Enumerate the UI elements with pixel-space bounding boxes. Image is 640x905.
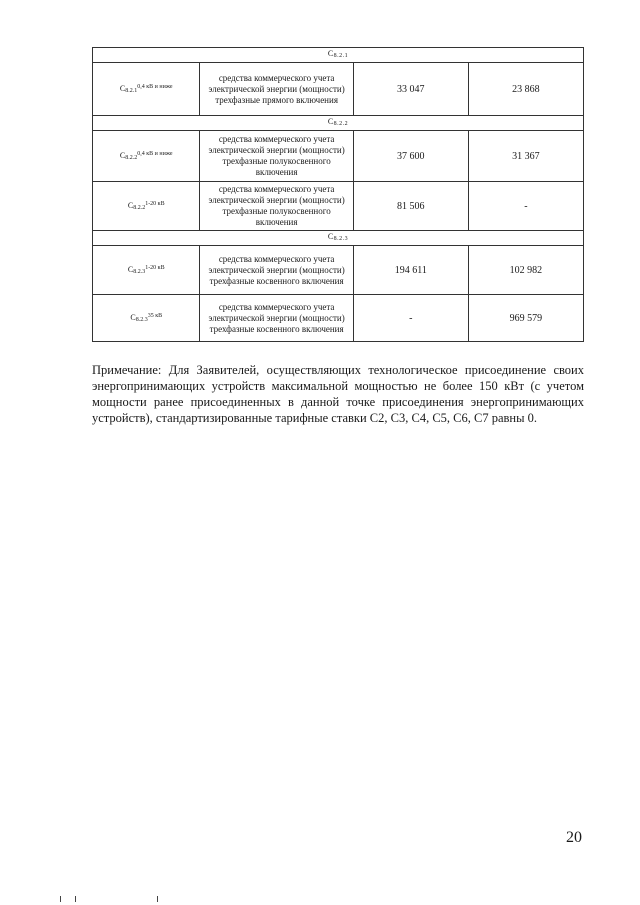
value-cell-2: 969 579 bbox=[468, 295, 583, 342]
group-header-cell bbox=[93, 116, 584, 131]
value-cell-1: - bbox=[353, 295, 468, 342]
tariff-code-letter: С bbox=[127, 200, 134, 210]
group-header-row bbox=[93, 48, 584, 63]
tariff-code-index: 8.2.3 bbox=[135, 316, 148, 323]
value-cell-2: - bbox=[468, 182, 583, 231]
group-header-index: 8.2.3 bbox=[333, 236, 349, 242]
value-cell-2: 102 982 bbox=[468, 246, 583, 295]
table-row bbox=[93, 182, 584, 231]
tariff-code-letter: С bbox=[119, 150, 126, 160]
description-cell: средства коммерческого учета электрической энергии (мощности) трехфазные полукосвенного включения bbox=[200, 182, 353, 231]
table-row bbox=[93, 63, 584, 116]
tariff-code-cell bbox=[93, 295, 200, 342]
table-row bbox=[93, 246, 584, 295]
tariff-code-letter: С bbox=[119, 83, 126, 93]
tariff-code-index: 8.2.3 bbox=[133, 268, 146, 275]
value-cell-1: 194 611 bbox=[353, 246, 468, 295]
group-header-row bbox=[93, 116, 584, 131]
table-row bbox=[93, 295, 584, 342]
description-cell: средства коммерческого учета электрической энергии (мощности) трехфазные полукосвенного включения bbox=[200, 131, 353, 182]
group-header-index: 8.2.1 bbox=[333, 53, 349, 59]
group-header-cell bbox=[93, 48, 584, 63]
tariff-table bbox=[92, 47, 584, 342]
description-cell: средства коммерческого учета электрической энергии (мощности) трехфазные прямого включения bbox=[200, 63, 353, 116]
value-cell-2: 23 868 bbox=[468, 63, 583, 116]
value-cell-1: 81 506 bbox=[353, 182, 468, 231]
group-header-letter: С bbox=[327, 49, 334, 58]
tariff-code-voltage: 0,4 кВ и ниже bbox=[137, 150, 173, 157]
page-number: 20 bbox=[566, 829, 582, 846]
group-header-letter: С bbox=[327, 117, 334, 126]
value-cell-1: 33 047 bbox=[353, 63, 468, 116]
tariff-code-voltage: 35 кВ bbox=[147, 312, 163, 319]
tariff-code-letter: С bbox=[127, 264, 134, 274]
tariff-code-cell bbox=[93, 131, 200, 182]
tariff-code-voltage: 0,4 кВ и ниже bbox=[137, 83, 173, 90]
description-cell: средства коммерческого учета электрической энергии (мощности) трехфазные косвенного включения bbox=[200, 295, 353, 342]
group-header-letter: С bbox=[327, 232, 334, 241]
footnote-paragraph: Примечание: Для Заявителей, осуществляющих технологическое присоединение своих энергопринимающих устройств максимальной мощностью не более 150 кВт (с учетом мощности ранее присоединенных в данной точке присоединения энергопринимающих устройств), стандартизированные тарифные ставки С2, С3, С4, С5, С6, С7 равны 0. bbox=[92, 362, 584, 425]
group-header-index: 8.2.2 bbox=[333, 121, 349, 127]
description-cell: средства коммерческого учета электрической энергии (мощности) трехфазные косвенного включения bbox=[200, 246, 353, 295]
group-header-cell bbox=[93, 231, 584, 246]
scan-artifact-mark bbox=[75, 896, 76, 902]
table-row bbox=[93, 131, 584, 182]
value-cell-1: 37 600 bbox=[353, 131, 468, 182]
tariff-code-cell bbox=[93, 246, 200, 295]
scan-artifact-mark bbox=[157, 896, 158, 902]
tariff-code-index: 8.2.2 bbox=[125, 154, 138, 161]
tariff-code-cell bbox=[93, 182, 200, 231]
scan-artifact-mark bbox=[60, 896, 61, 902]
tariff-code-index: 8.2.2 bbox=[133, 204, 146, 211]
group-header-row bbox=[93, 231, 584, 246]
tariff-code-voltage: 1-20 кВ bbox=[145, 264, 165, 271]
tariff-code-voltage: 1-20 кВ bbox=[145, 200, 165, 207]
tariff-code-cell bbox=[93, 63, 200, 116]
value-cell-2: 31 367 bbox=[468, 131, 583, 182]
tariff-code-letter: С bbox=[130, 312, 136, 322]
tariff-code-index: 8.2.1 bbox=[125, 87, 138, 94]
